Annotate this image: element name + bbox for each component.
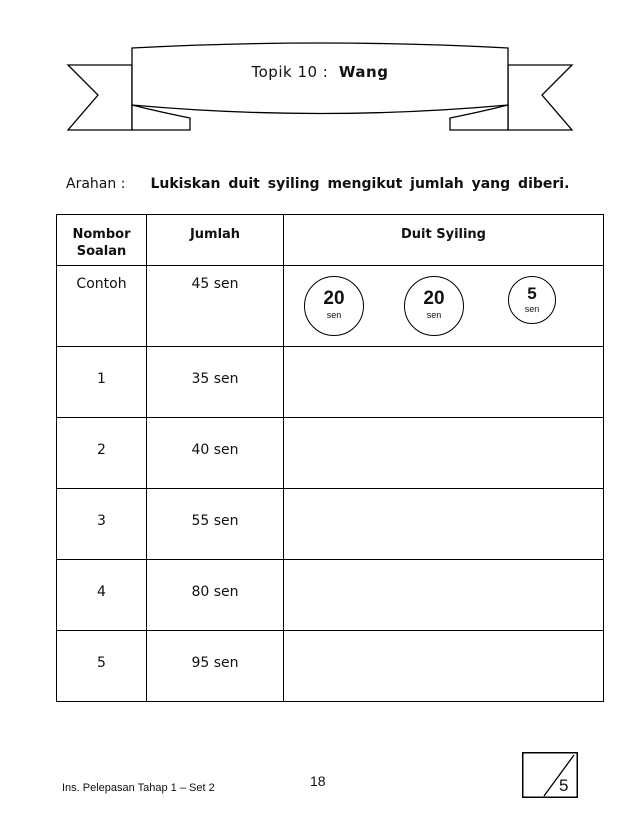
answer-area[interactable] xyxy=(284,489,604,560)
header-amount-label: Jumlah xyxy=(189,227,241,242)
topic-banner xyxy=(60,40,580,135)
question-amount: 95 sen xyxy=(191,655,239,671)
question-amount: 35 sen xyxy=(191,371,239,387)
header-no-line1: Nombor xyxy=(72,227,131,242)
table-row xyxy=(57,560,604,631)
table-row xyxy=(57,418,604,489)
topic-name: Wang xyxy=(338,63,389,81)
question-amount: 55 sen xyxy=(191,513,239,529)
question-number: 1 xyxy=(97,371,106,387)
table-row xyxy=(57,631,604,702)
footer-label: Ins. Pelepasan Tahap 1 – Set 2 xyxy=(62,782,215,794)
table-row xyxy=(57,489,604,560)
cell-amount xyxy=(147,266,284,347)
page-number: 18 xyxy=(310,773,326,789)
instruction xyxy=(66,176,569,192)
question-number: 4 xyxy=(97,584,106,600)
header-coins-label: Duit Syiling xyxy=(400,227,486,242)
instruction-text: Lukiskan duit syiling mengikut jumlah yang diberi. xyxy=(150,176,570,192)
coin-unit: sen xyxy=(326,310,342,320)
answer-area[interactable] xyxy=(284,560,604,631)
header-no-line2: Soalan xyxy=(76,244,127,259)
topic-label: Topik 10 : xyxy=(251,63,329,81)
example-coins xyxy=(284,266,603,346)
score-max: 5 xyxy=(559,776,569,795)
coin-unit: sen xyxy=(426,310,442,320)
example-amount: 45 sen xyxy=(191,276,239,292)
header-amount xyxy=(147,215,284,266)
coin-5-sen xyxy=(508,276,556,324)
score-box-frame xyxy=(522,752,578,798)
question-amount: 40 sen xyxy=(191,442,239,458)
table-header-row xyxy=(57,215,604,266)
table-row xyxy=(57,347,604,418)
coin-unit: sen xyxy=(524,304,540,314)
coin-value: 20 xyxy=(423,288,445,309)
coin-20-sen xyxy=(304,276,364,336)
example-label: Contoh xyxy=(76,276,127,292)
score-box xyxy=(522,752,578,798)
table-row-example xyxy=(57,266,604,347)
topic-title xyxy=(60,63,580,81)
cell-no xyxy=(57,266,147,347)
coin-value: 5 xyxy=(527,284,537,303)
answer-area[interactable] xyxy=(284,418,604,489)
header-coins xyxy=(284,215,604,266)
ribbon-graphic xyxy=(60,40,580,135)
coin-20-sen xyxy=(404,276,464,336)
header-question-number xyxy=(57,215,147,266)
instruction-label: Arahan : xyxy=(66,176,126,192)
coin-value: 20 xyxy=(323,288,345,309)
cell-coins xyxy=(284,266,604,347)
coin-table xyxy=(56,214,604,702)
question-number: 2 xyxy=(97,442,106,458)
answer-area[interactable] xyxy=(284,631,604,702)
question-number: 5 xyxy=(97,655,106,671)
answer-area[interactable] xyxy=(284,347,604,418)
question-number: 3 xyxy=(97,513,106,529)
question-amount: 80 sen xyxy=(191,584,239,600)
